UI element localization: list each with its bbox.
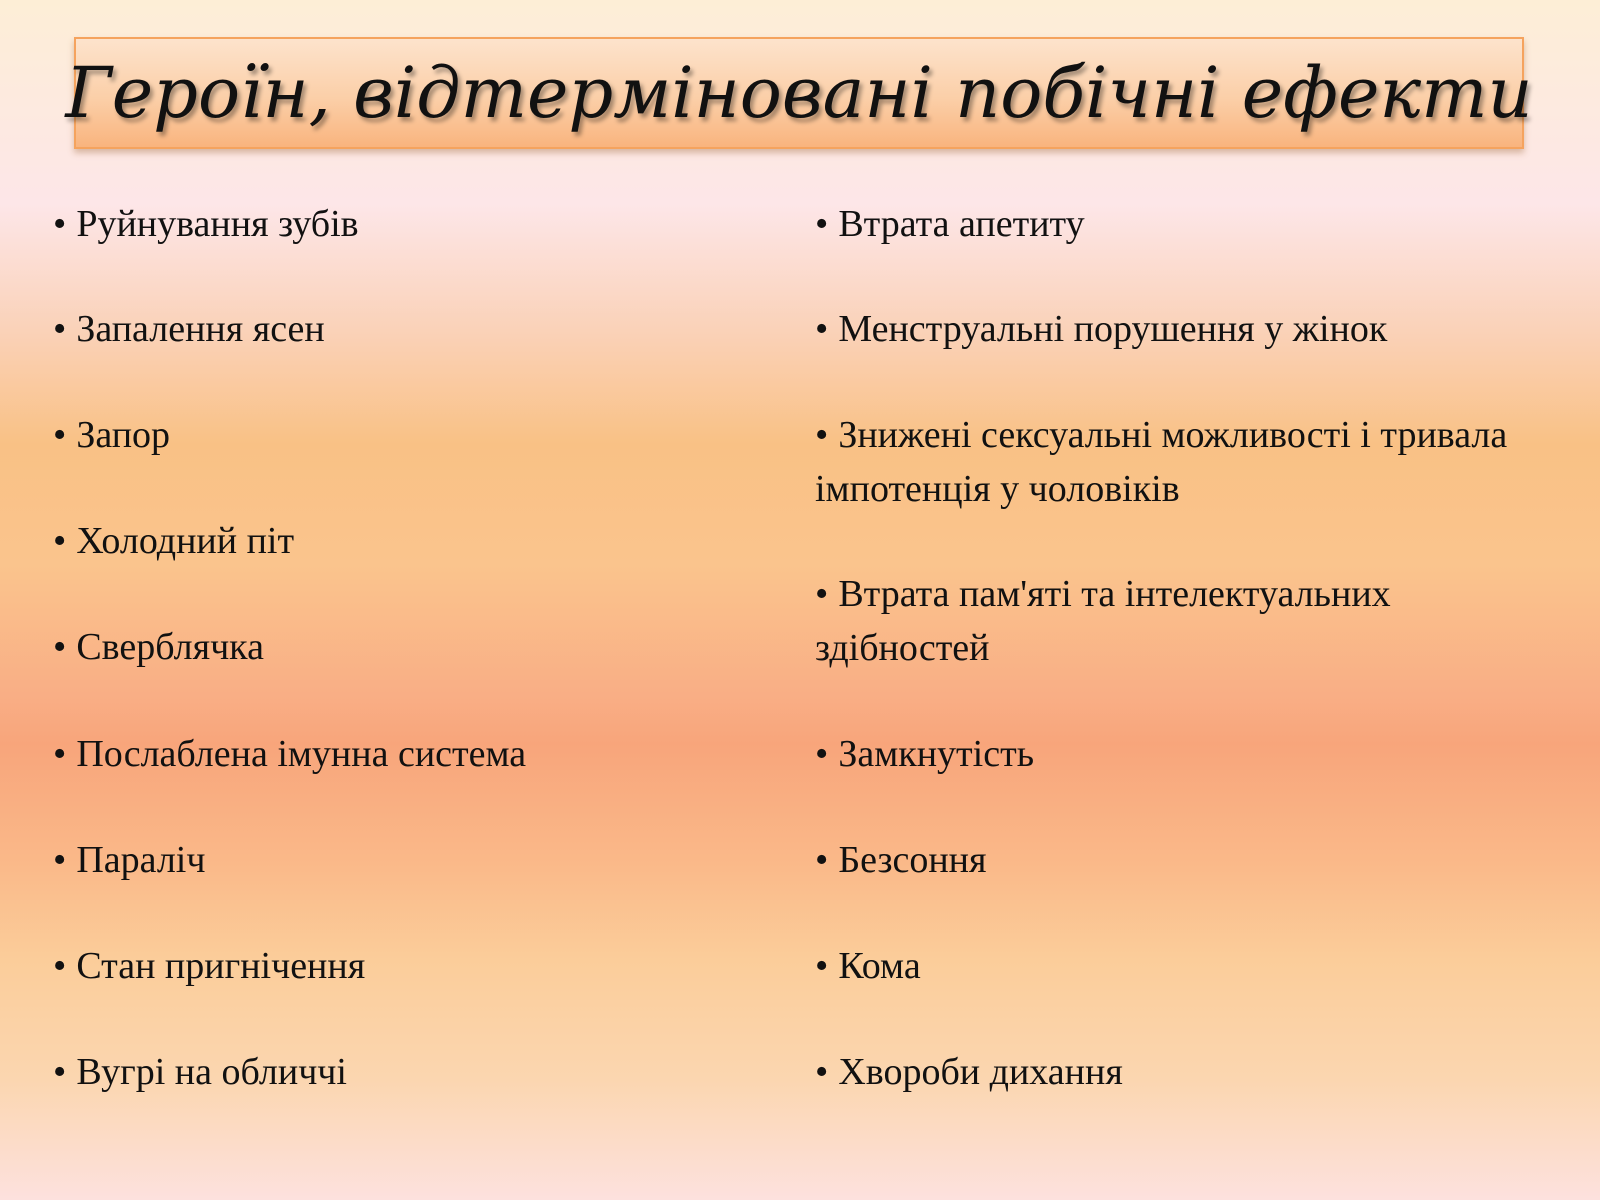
list-item: • Кома — [815, 939, 1535, 993]
list-item: • Втрата апетиту — [815, 197, 1535, 251]
bullet-icon: • — [53, 1051, 67, 1093]
bullet-icon: • — [815, 203, 829, 245]
list-item: • Запалення ясен — [53, 302, 753, 356]
bullet-icon: • — [815, 308, 829, 350]
bullet-icon: • — [815, 839, 829, 881]
bullet-icon: • — [53, 203, 67, 245]
list-item: • Вугрі на обличчі — [53, 1045, 753, 1099]
list-item: • Послаблена імунна система — [53, 727, 753, 781]
bullet-icon: • — [53, 733, 67, 775]
bullet-icon: • — [815, 733, 829, 775]
bullet-icon: • — [53, 945, 67, 987]
bullet-icon: • — [53, 626, 67, 668]
list-item: • Замкнутість — [815, 727, 1535, 781]
list-item: • Втрата пам'яті та інтелектуальних здібностей — [815, 567, 1535, 675]
slide-title: Героїн, відтерміновані побічні ефекти — [65, 52, 1533, 134]
list-item: • Запор — [53, 408, 753, 462]
list-item: • Сверблячка — [53, 620, 753, 674]
list-item: • Знижені сексуальні можливості і тривала імпотенція у чоловіків — [815, 408, 1535, 516]
bullet-icon: • — [53, 520, 67, 562]
bullet-icon: • — [53, 839, 67, 881]
list-item: • Параліч — [53, 833, 753, 887]
list-item: • Холодний піт — [53, 514, 753, 568]
bullet-icon: • — [53, 308, 67, 350]
list-item: • Хвороби дихання — [815, 1045, 1535, 1099]
list-item: • Стан пригнічення — [53, 939, 753, 993]
bullet-icon: • — [815, 945, 829, 987]
list-item: • Руйнування зубів — [53, 197, 753, 251]
list-item: • Безсоння — [815, 833, 1535, 887]
bullet-icon: • — [53, 414, 67, 456]
slide-title-box — [65, 37, 1533, 149]
bullet-icon: • — [815, 414, 829, 456]
bullet-icon: • — [815, 1051, 829, 1093]
list-item: • Менструальні порушення у жінок — [815, 302, 1535, 356]
bullet-icon: • — [815, 573, 829, 615]
